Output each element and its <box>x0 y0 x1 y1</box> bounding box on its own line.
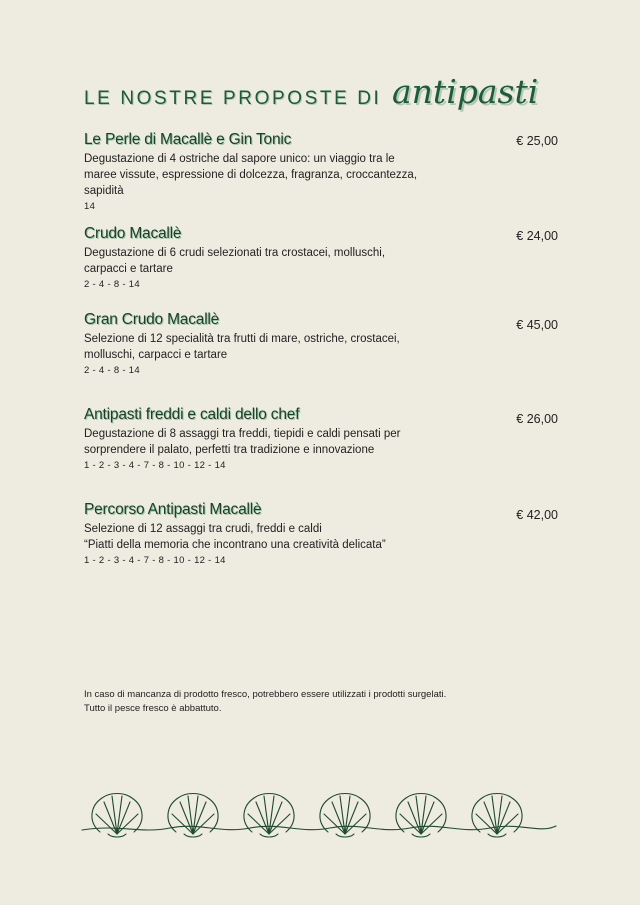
item-price: € 26,00 <box>516 412 558 426</box>
footnote <box>84 688 446 716</box>
header-lead: LE NOSTRE PROPOSTE DI <box>84 88 382 109</box>
item-price: € 24,00 <box>516 229 558 243</box>
item-quote: “Piatti della memoria che incontrano una creatività delicata” <box>84 539 386 551</box>
item-description: Degustazione di 6 crudi selezionati tra crostacei, molluschi, carpacci e tartare <box>84 247 386 275</box>
item-allergens: 2 - 4 - 8 - 14 <box>84 279 140 290</box>
menu-item <box>84 405 564 471</box>
item-name: Antipasti freddi e caldi dello chef <box>84 406 300 423</box>
item-name: Le Perle di Macallè e Gin Tonic <box>84 131 292 148</box>
item-description: Selezione di 12 specialità tra frutti di mare, ostriche, crostacei, molluschi, carpacci e tartare <box>84 333 400 361</box>
menu-item <box>84 310 564 376</box>
item-name: Percorso Antipasti Macallè <box>84 501 262 518</box>
footnote-line: Tutto il pesce fresco è abbattuto. <box>84 703 222 714</box>
seashell-icon <box>80 784 560 844</box>
item-allergens: 2 - 4 - 8 - 14 <box>84 365 140 376</box>
item-allergens: 14 <box>84 201 96 212</box>
footnote-line: In caso di mancanza di prodotto fresco, potrebbero essere utilizzati i prodotti surgelati. <box>84 689 447 700</box>
item-name: Gran Crudo Macallè <box>84 311 220 328</box>
item-description: Degustazione di 8 assaggi tra freddi, tiepidi e caldi pensati per sorprendere il palato, perfetti tra tradizione e innovazione <box>84 428 401 456</box>
menu-item <box>84 130 564 212</box>
item-allergens: 1 - 2 - 3 - 4 - 7 - 8 - 10 - 12 - 14 <box>84 460 226 471</box>
menu-header <box>84 72 554 122</box>
header-script-title: antipasti <box>392 72 539 111</box>
item-description: Selezione di 12 assaggi tra crudi, freddi e caldi <box>84 523 322 535</box>
item-price: € 42,00 <box>516 508 558 522</box>
item-name: Crudo Macallè <box>84 225 182 242</box>
item-price: € 45,00 <box>516 318 558 332</box>
item-allergens: 1 - 2 - 3 - 4 - 7 - 8 - 10 - 12 - 14 <box>84 555 226 566</box>
menu-item <box>84 500 564 566</box>
item-price: € 25,00 <box>516 134 558 148</box>
item-description: Degustazione di 4 ostriche dal sapore unico: un viaggio tra le maree vissute, espressione di dolcezza, fragranza, croccantezza, sapidità <box>84 153 418 197</box>
menu-item <box>84 224 564 290</box>
